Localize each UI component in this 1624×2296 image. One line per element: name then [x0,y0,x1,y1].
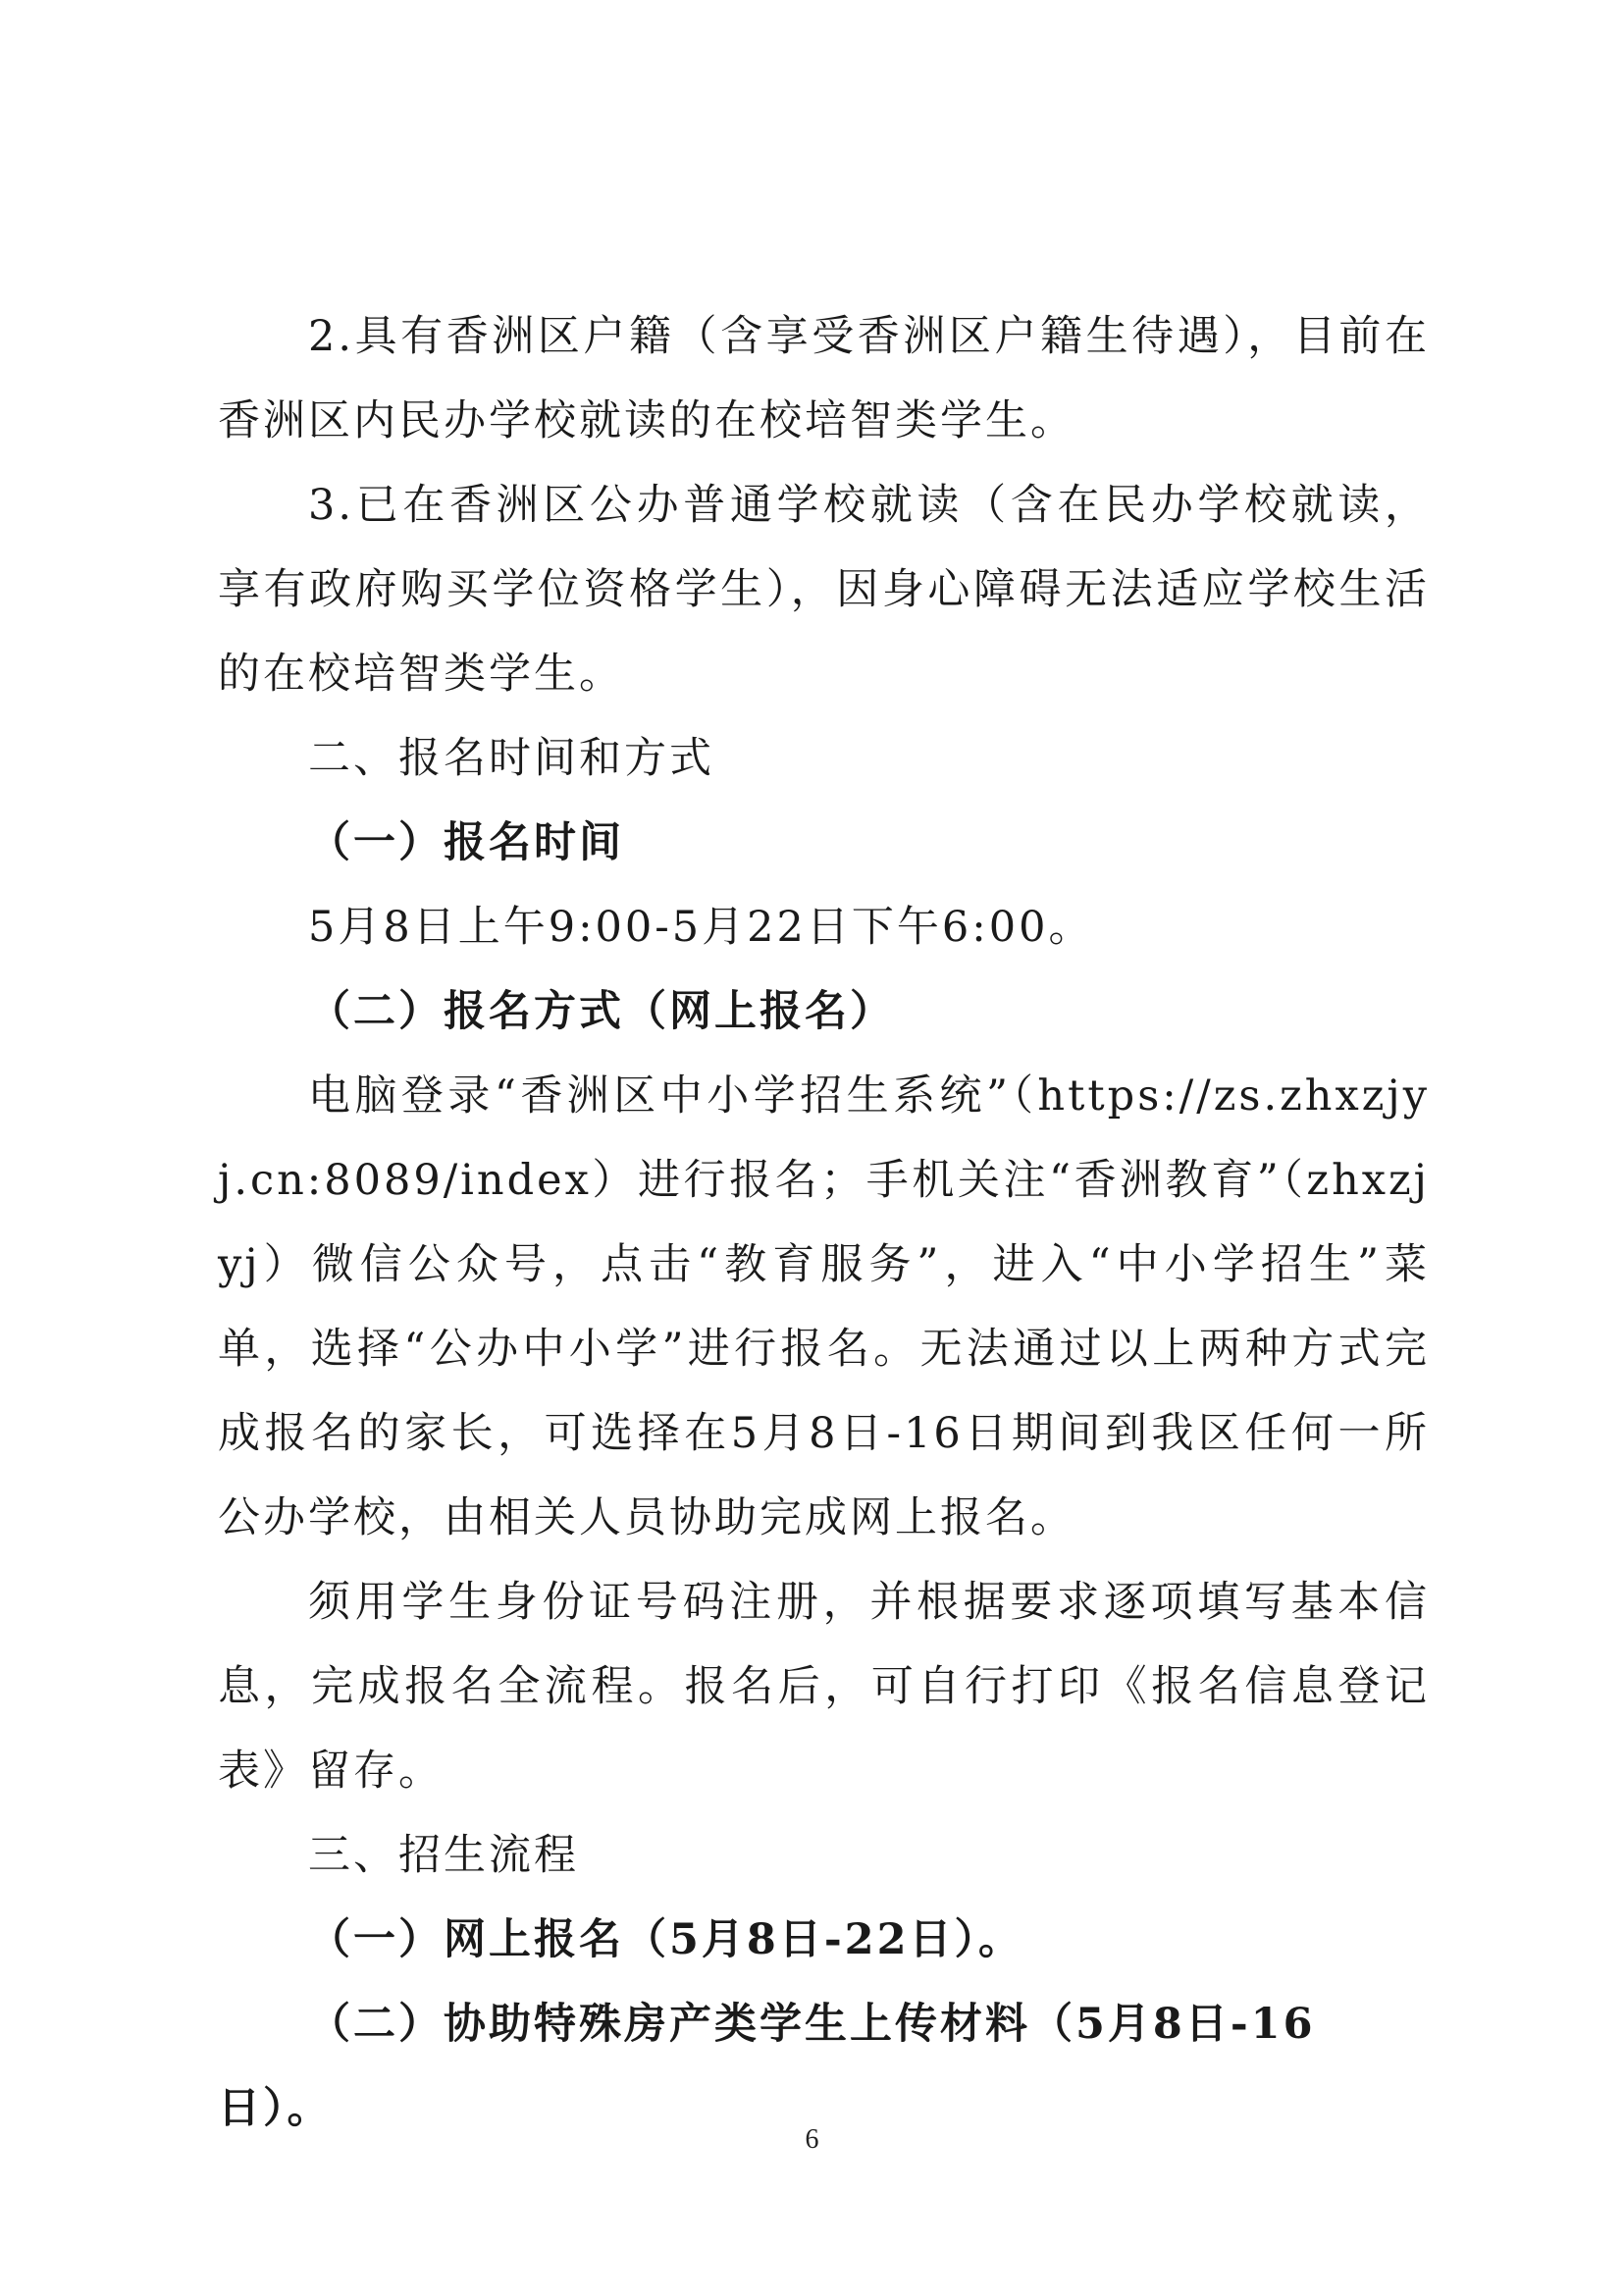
section-heading-process: 三、招生流程 [308,1831,579,1880]
section-heading-registration: 二、报名时间和方式 [308,734,714,783]
paragraph-registration-time: 5月8日上午9:00-5月22日下午6:00。 [308,903,1094,952]
paragraph-registration-method: 电脑登录“香洲区中小学招生系统”（https://zs.zhxzjyj.cn:8089/index）进行报名；手机关注“香洲教育”（zhxzjyj）微信公众号，点击“教育服务”，进入“中小学招生”菜单，选择“公办中小学”进行报名。无法通过以上两种方式完成报名的家长，可选择在5月8日-16日期间到我区任何一所公办学校，由相关人员协助完成网上报名。 [218,1071,1430,1542]
page-number: 6 [805,2124,819,2155]
paragraph-registration-requirements: 须用学生身份证号码注册，并根据要求逐项填写基本信息，完成报名全流程。报名后，可自行打印《报名信息登记表》留存。 [218,1578,1430,1796]
subheading-registration-method: （二）报名方式（网上报名） [308,987,895,1036]
paragraph-eligibility-3: 3.已在香洲区公办普通学校就读（含在民办学校就读，享有政府购买学位资格学生），因身心障碍无法适应学校生活的在校培智类学生。 [218,481,1430,699]
process-step-1: （一）网上报名（5月8日-22日）。 [308,1915,1024,1964]
process-step-2: （二）协助特殊房产类学生上传材料（5月8日-16日）。 [218,2000,1316,2133]
paragraph-eligibility-2: 2.具有香洲区户籍（含享受香洲区户籍生待遇），目前在香洲区内民办学校就读的在校培智类学生。 [218,312,1430,445]
document-body [218,294,1430,2151]
subheading-registration-time: （一）报名时间 [308,818,624,867]
